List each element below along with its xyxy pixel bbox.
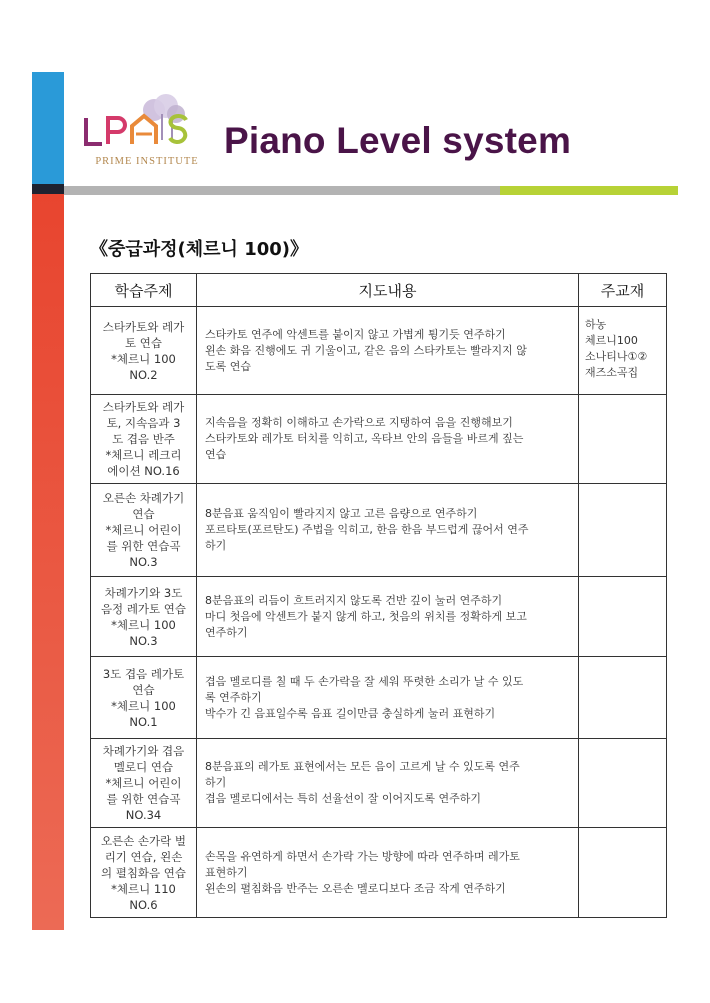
- content-line: 연주하기: [205, 625, 248, 639]
- topic-cell: [91, 657, 197, 739]
- content-line: 연습: [205, 448, 227, 461]
- topic-line: 리기 연습, 왼손: [104, 849, 183, 864]
- lpas-logo: [82, 92, 212, 174]
- books-cell: [579, 395, 667, 484]
- topic-line: *체르니 어린이: [105, 523, 182, 537]
- content-line: 표현하기: [205, 865, 248, 879]
- topic-line: NO.6: [129, 897, 158, 912]
- topic-line: 차례가기와 3도: [104, 585, 183, 600]
- header-rule-gray: [64, 186, 500, 195]
- content-cell: [197, 307, 579, 395]
- topic-line: 3도 겹음 레가토: [102, 666, 185, 681]
- topic-line: 음정 레가토 연습: [100, 601, 187, 616]
- topic-line: 스타카토와 레가: [102, 400, 185, 414]
- left-accent-bar-red: [32, 194, 64, 930]
- header-books: 주교재: [579, 274, 667, 307]
- content-cell: [197, 739, 579, 828]
- header-content: 지도내용: [197, 274, 579, 307]
- content-line: 손목을 유연하게 하면서 손가락 가는 방향에 따라 연주하며 레가토: [205, 849, 520, 863]
- topic-line: 오른손 차례가기: [102, 491, 185, 505]
- topic-line: *체르니 110: [111, 881, 176, 896]
- books-cell: [579, 307, 667, 395]
- content-line: 8분음표 움직임이 빨라지지 않고 고른 음량으로 연주하기: [205, 507, 478, 520]
- topic-line: NO.1: [129, 714, 158, 729]
- content-line: 겹음 멜로디를 칠 때 두 손가락을 잘 세워 뚜렷한 소리가 날 수 있도: [205, 674, 524, 688]
- topic-cell: [91, 307, 197, 395]
- topic-line: 의 펼침화음 연습: [100, 865, 187, 880]
- topic-cell: [91, 395, 197, 484]
- content-cell: [197, 657, 579, 739]
- books-line: 체르니100: [585, 334, 638, 347]
- topic-line: 를 위한 연습곡: [106, 792, 181, 806]
- topic-cell: [91, 577, 197, 657]
- table-header-row: [91, 274, 667, 307]
- section-title: 《중급과정(체르니 100)》: [90, 239, 309, 260]
- logo-subtitle: PRIME INSTITUTE: [95, 156, 199, 167]
- table-row: [91, 577, 667, 657]
- topic-line: 를 위한 연습곡: [106, 539, 181, 553]
- table-row: [91, 828, 667, 918]
- table-row: [91, 739, 667, 828]
- topic-line: NO.2: [129, 367, 158, 382]
- books-cell: [579, 657, 667, 739]
- content-line: 겹음 멜로디에서는 특히 선율선이 잘 이어지도록 연주하기: [205, 792, 482, 805]
- topic-line: *체르니 100: [111, 617, 176, 632]
- topic-line: NO.34: [125, 808, 162, 822]
- topic-line: 연습: [132, 507, 155, 521]
- content-line: 도록 연습: [205, 359, 252, 373]
- topic-line: *체르니 100: [111, 351, 176, 366]
- content-line: 하기: [205, 776, 227, 789]
- topic-line: *체르니 100: [111, 698, 176, 713]
- topic-line: 토, 지속음과 3: [106, 416, 181, 430]
- left-accent-bar-dark: [32, 184, 64, 194]
- books-line: 소나티나①②: [585, 350, 648, 363]
- content-cell: [197, 395, 579, 484]
- topic-line: 차례가기와 겹음: [102, 744, 185, 758]
- curriculum-table: [90, 273, 667, 918]
- content-cell: [197, 577, 579, 657]
- content-cell: [197, 828, 579, 918]
- topic-line: 오른손 손가락 벌: [100, 833, 187, 848]
- topic-line: 도 겹음 반주: [112, 432, 175, 446]
- table-row: [91, 395, 667, 484]
- topic-cell: [91, 739, 197, 828]
- table-row: [91, 484, 667, 577]
- topic-cell: [91, 828, 197, 918]
- header-topic: 학습주제: [91, 274, 197, 307]
- lpas-logo-mark: [82, 92, 212, 156]
- content-line: 8분음표의 리듬이 흐트러지지 않도록 건반 깊이 눌러 연주하기: [205, 593, 503, 607]
- topic-line: *체르니 어린이: [105, 776, 182, 790]
- content-line: 스타카토와 레가토 터치를 익히고, 옥타브 안의 음들을 바르게 짚는: [205, 432, 524, 445]
- topic-line: 에이션 NO.16: [107, 464, 180, 478]
- books-cell: [579, 577, 667, 657]
- table-row: [91, 657, 667, 739]
- topic-cell: [91, 484, 197, 577]
- content-line: 포르타토(포르탄도) 주법을 익히고, 한음 한음 부드럽게 끊어서 연주: [205, 523, 529, 536]
- topic-line: 멜로디 연습: [113, 760, 174, 774]
- content-line: 마디 첫음에 악센트가 붙지 않게 하고, 첫음의 위치를 정확하게 보고: [205, 609, 527, 623]
- content-line: 왼손의 펼침화음 반주는 오른손 멜로디보다 조금 작게 연주하기: [205, 881, 506, 895]
- page-title: Piano Level system: [224, 120, 572, 161]
- content-line: 록 연주하기: [205, 690, 262, 704]
- content-line: 8분음표의 레가토 표현에서는 모든 음이 고르게 날 수 있도록 연주: [205, 760, 520, 773]
- content-line: 스타카토 연주에 악센트를 붙이지 않고 가볍게 튕기듯 연주하기: [205, 327, 506, 341]
- content-line: 박수가 긴 음표일수록 음표 길이만큼 충실하게 눌러 표현하기: [205, 706, 496, 720]
- content-line: 하기: [205, 539, 227, 552]
- header-rule-lime: [500, 186, 678, 195]
- topic-line: *체르니 레크리: [105, 448, 182, 462]
- content-line: 지속음을 정확히 이해하고 손가락으로 지탱하여 음을 진행해보기: [205, 416, 513, 429]
- topic-line: 스타카토와 레가: [102, 319, 185, 334]
- books-cell: [579, 739, 667, 828]
- topic-line: 토 연습: [125, 335, 162, 350]
- topic-line: 연습: [132, 682, 155, 697]
- left-accent-bar-blue: [32, 72, 64, 184]
- content-cell: [197, 484, 579, 577]
- topic-line: NO.3: [129, 555, 158, 569]
- table-row: [91, 307, 667, 395]
- books-cell: [579, 828, 667, 918]
- content-line: 왼손 화음 진행에도 귀 기울이고, 같은 음의 스타카토는 빨라지지 않: [205, 343, 527, 357]
- books-line: 하농: [585, 318, 607, 331]
- books-cell: [579, 484, 667, 577]
- books-line: 재즈소곡집: [585, 366, 639, 379]
- topic-line: NO.3: [129, 633, 158, 648]
